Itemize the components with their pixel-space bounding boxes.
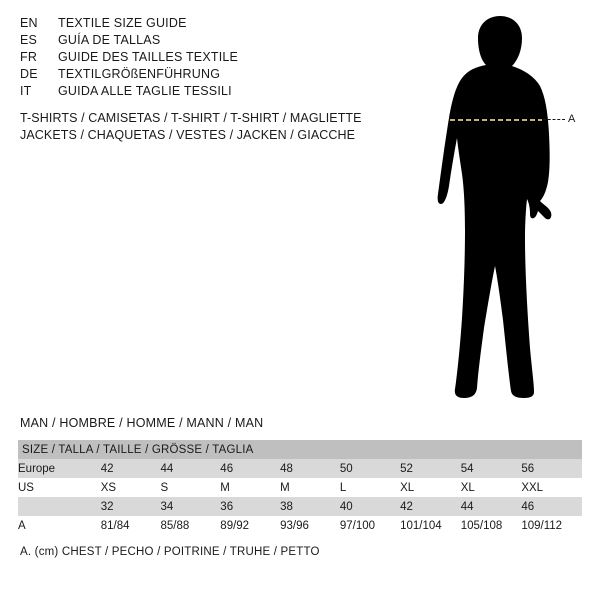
language-code: ES [20,33,38,47]
cell: 38 [280,497,340,516]
table-row [18,459,582,478]
row-label: Europe [18,459,101,478]
row-label [18,497,101,516]
language-code: IT [20,84,32,98]
cell: 105/108 [461,516,522,535]
male-silhouette-figure [400,8,600,408]
table-row [18,516,582,535]
chest-measure-label: A [568,113,576,125]
cell: 56 [521,459,582,478]
cell: 101/104 [400,516,461,535]
language-title: TEXTILE SIZE GUIDE [58,16,187,30]
cell: 109/112 [521,516,582,535]
table-header-row [18,440,582,459]
cell: 48 [280,459,340,478]
cell: XXL [521,478,582,497]
cell: 54 [461,459,522,478]
language-code: EN [20,16,38,30]
cell: 36 [220,497,280,516]
garment-line-tshirts: T-SHIRTS / CAMISETAS / T-SHIRT / T-SHIRT / MAGLIETTE [20,111,362,125]
cell: 34 [161,497,221,516]
row-label: US [18,478,101,497]
language-title: GUIDE DES TAILLES TEXTILE [58,50,239,64]
language-row [20,67,360,84]
silhouette-icon [400,8,600,408]
cell: 42 [400,497,461,516]
language-title: TEXTILGRÖßENFÜHRUNG [58,67,221,81]
footnote: A. (cm) CHEST / PECHO / POITRINE / TRUHE / PETTO [20,546,320,558]
table-row [18,478,582,497]
table-title: MAN / HOMBRE / HOMME / MANN / MAN [20,416,264,430]
language-code: DE [20,67,38,81]
cell: 50 [340,459,400,478]
cell: 81/84 [101,516,161,535]
cell: 40 [340,497,400,516]
cell: L [340,478,400,497]
cell: M [280,478,340,497]
size-table [18,440,582,535]
cell: 44 [461,497,522,516]
cell: 44 [161,459,221,478]
language-row [20,84,360,101]
row-label: A [18,516,101,535]
cell: S [161,478,221,497]
language-row [20,16,360,33]
table-header-label: SIZE / TALLA / TAILLE / GRÖSSE / TAGLIA [18,440,582,459]
garment-category-block [20,110,380,144]
cell: 93/96 [280,516,340,535]
garment-line-jackets: JACKETS / CHAQUETAS / VESTES / JACKEN / GIACCHE [20,128,356,142]
language-title: GUÍA DE TALLAS [58,33,161,47]
cell: 46 [220,459,280,478]
cell: 42 [101,459,161,478]
language-row [20,33,360,50]
table-row [18,497,582,516]
language-code: FR [20,50,38,64]
cell: 85/88 [161,516,221,535]
cell: XS [101,478,161,497]
cell: 32 [101,497,161,516]
cell: 52 [400,459,461,478]
language-row [20,50,360,67]
language-title: GUIDA ALLE TAGLIE TESSILI [58,84,232,98]
cell: M [220,478,280,497]
cell: XL [461,478,522,497]
cell: 97/100 [340,516,400,535]
callout-leader-line [543,119,565,120]
cell: XL [400,478,461,497]
cell: 46 [521,497,582,516]
language-header-block [20,16,360,101]
cell: 89/92 [220,516,280,535]
